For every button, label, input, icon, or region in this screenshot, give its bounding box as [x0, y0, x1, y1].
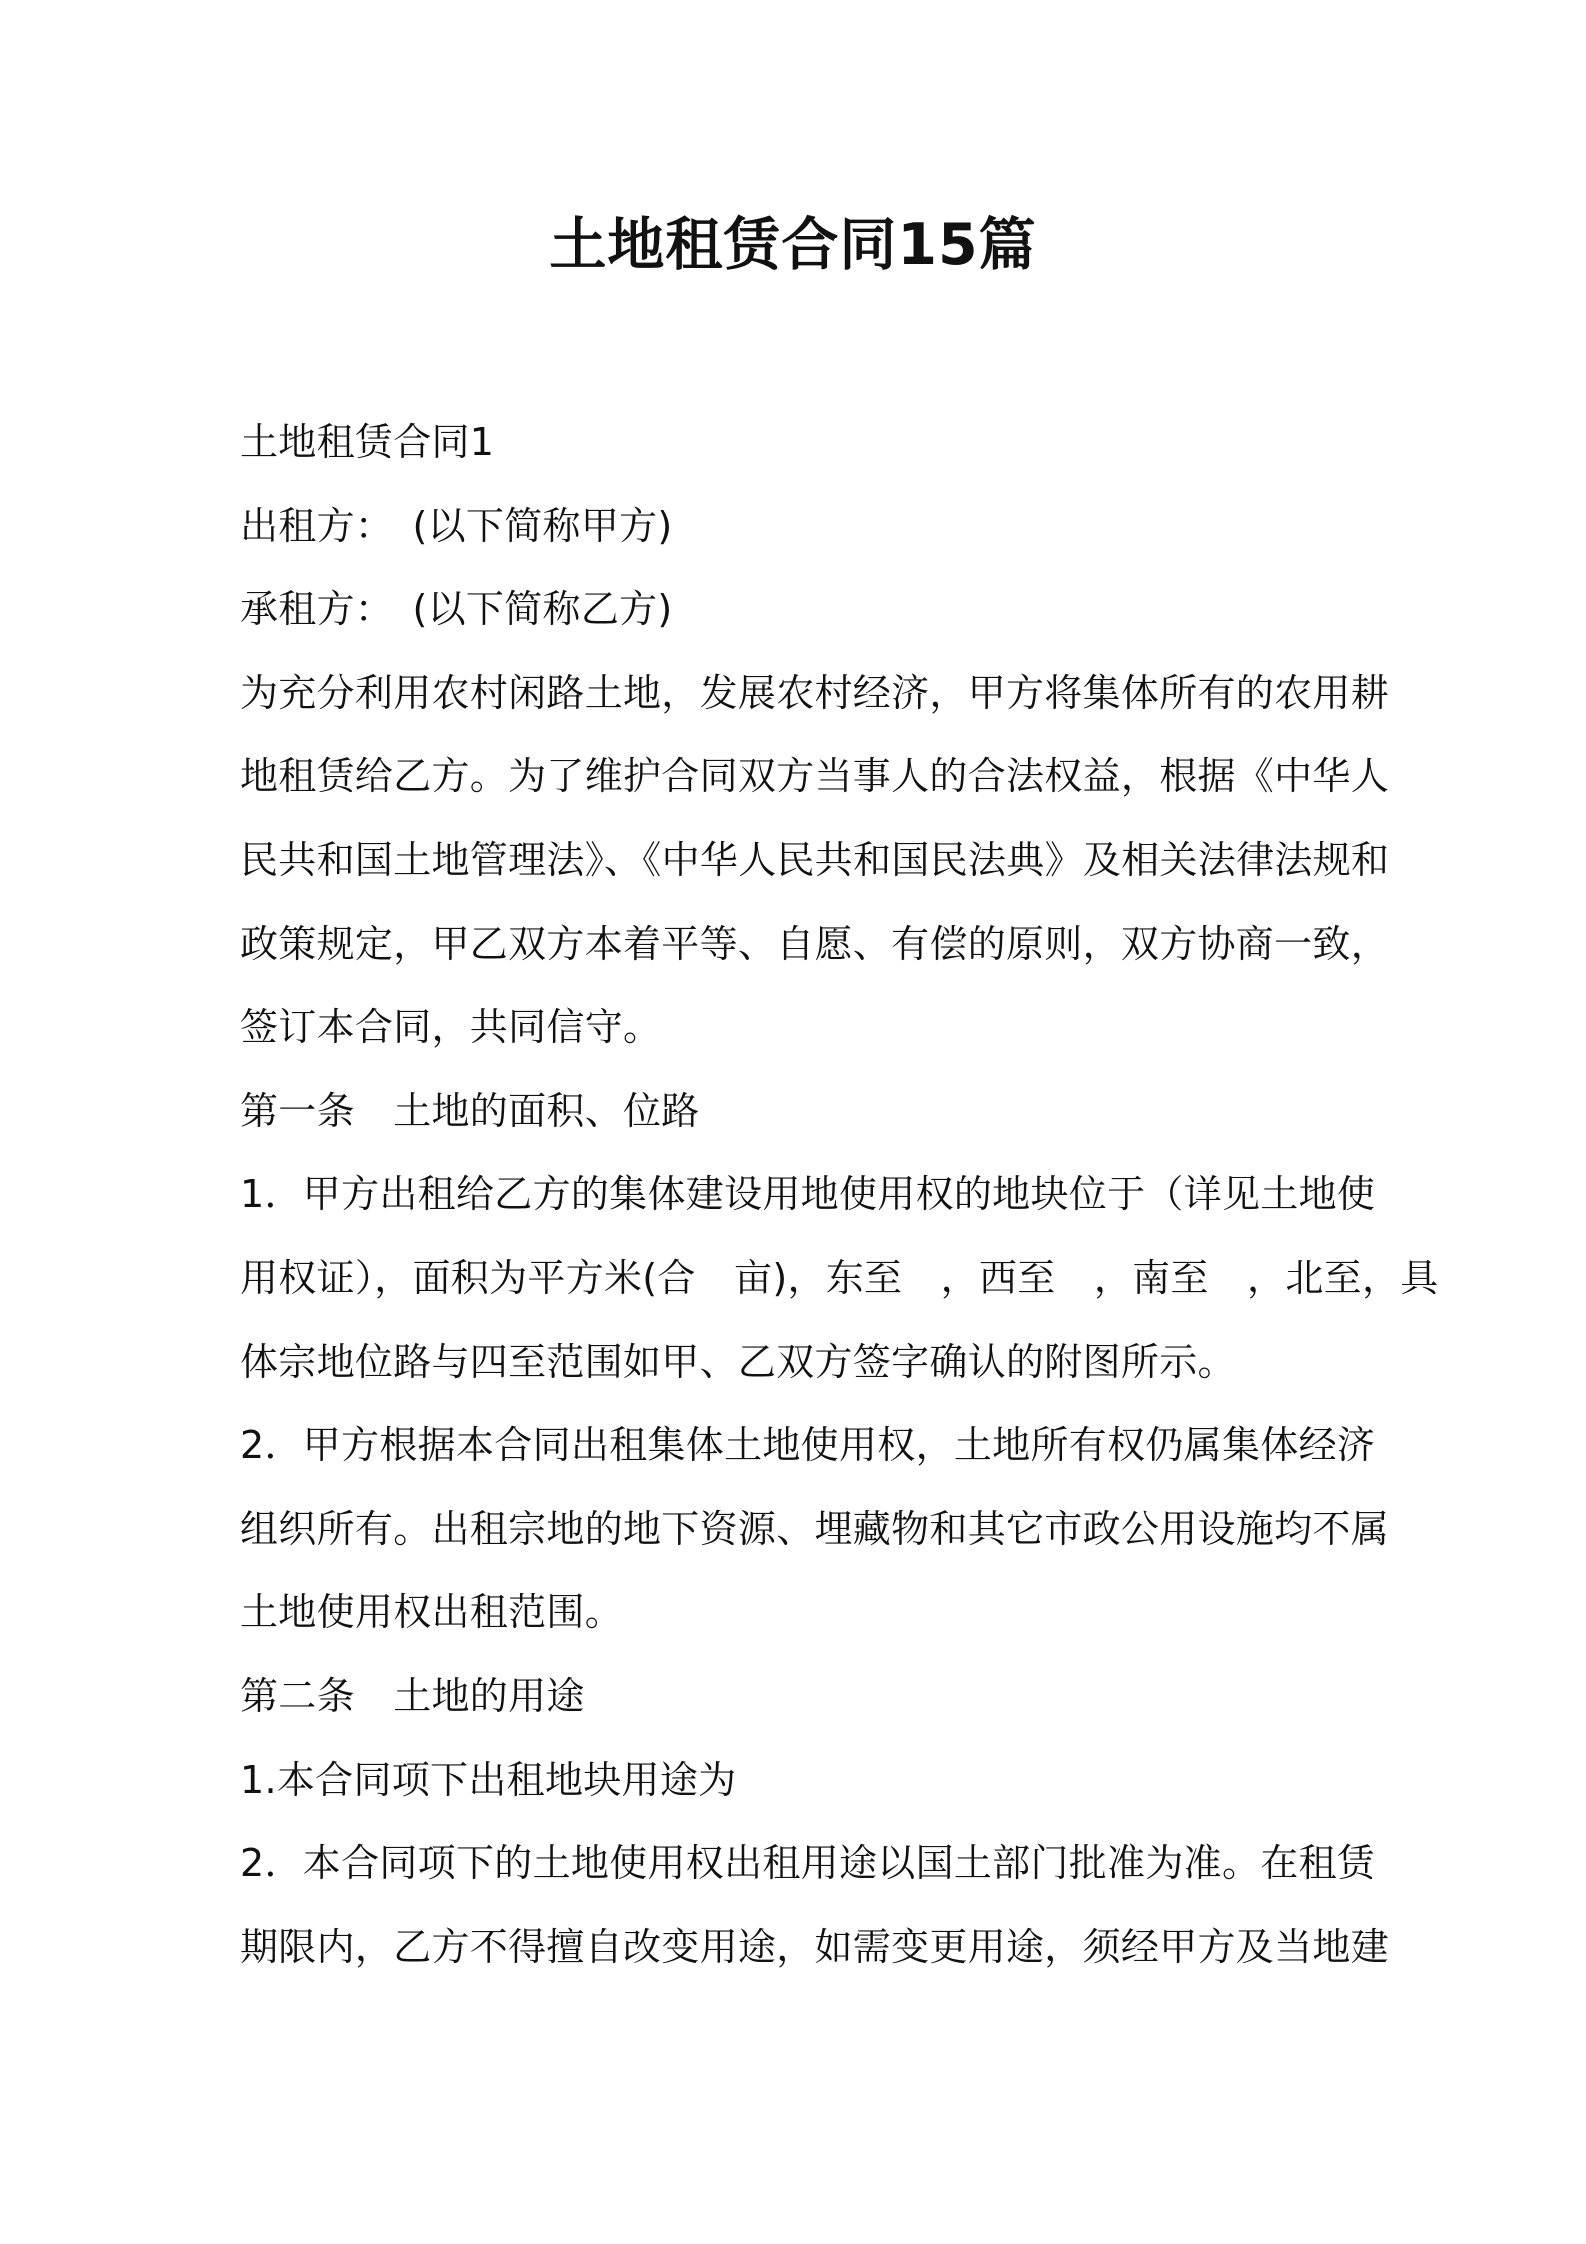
text-line: 第二条 土地的用途	[240, 1673, 585, 1718]
text-line: 期限内，乙方不得擅自改变用途，如需变更用途，须经甲方及当地建	[240, 1924, 1390, 1969]
text-line: 政策规定，甲乙双方本着平等、自愿、有偿的原则，双方协商一致，	[240, 921, 1390, 966]
document-title: 土地租赁合同15篇	[549, 212, 1037, 278]
text-line: 第一条 土地的面积、位路	[240, 1088, 700, 1133]
text-line: 民共和国土地管理法》、《中华人民共和国民法典》及相关法律法规和	[240, 837, 1390, 882]
text-line: 1．甲方出租给乙方的集体建设用地使用权的地块位于（详见土地使	[240, 1172, 1376, 1217]
text-line: 土地使用权出租范围。	[240, 1590, 624, 1635]
text-line: 2．甲方根据本合同出租集体土地使用权，土地所有权仍属集体经济	[240, 1423, 1376, 1468]
text-line: 承租方： (以下简称乙方)	[240, 587, 673, 632]
text-line: 组织所有。出租宗地的地下资源、埋藏物和其它市政公用设施均不属	[240, 1506, 1390, 1551]
text-line: 用权证），面积为平方米(合 亩)，东至 ，西至 ，南至 ，北至，具	[240, 1255, 1439, 1300]
text-line: 1.本合同项下出租地块用途为	[240, 1757, 737, 1802]
text-line: 签订本合同，共同信守。	[240, 1005, 662, 1050]
text-line: 体宗地位路与四至范围如甲、乙双方签字确认的附图所示。	[240, 1339, 1236, 1384]
text-line: 为充分利用农村闲路土地，发展农村经济，甲方将集体所有的农用耕	[240, 670, 1390, 715]
text-line: 土地租赁合同1	[240, 420, 495, 464]
text-line: 地租赁给乙方。为了维护合同双方当事人的合法权益，根据《中华人	[240, 754, 1390, 799]
text-line: 出租方： (以下简称甲方)	[240, 503, 673, 548]
text-line: 2．本合同项下的土地使用权出租用途以国土部门批准为准。在租赁	[240, 1841, 1376, 1886]
document-body	[240, 401, 1439, 1989]
